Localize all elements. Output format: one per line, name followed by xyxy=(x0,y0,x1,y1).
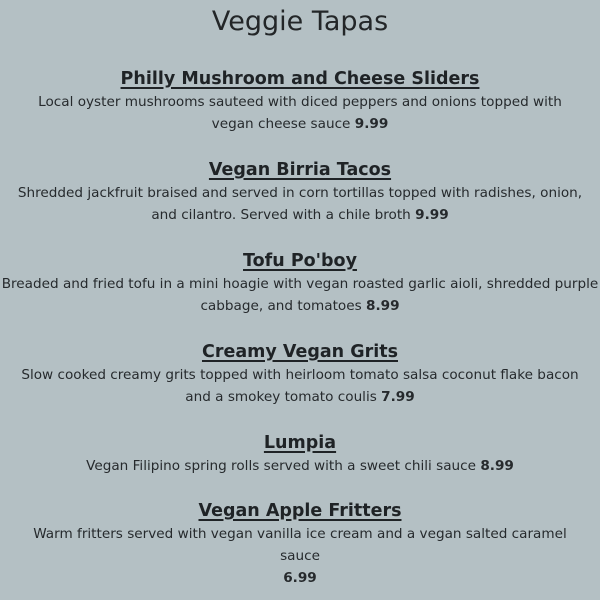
item-price: 8.99 xyxy=(366,298,400,314)
item-name: Philly Mushroom and Cheese Sliders xyxy=(120,69,480,89)
item-price: 6.99 xyxy=(283,570,317,586)
item-description xyxy=(14,364,586,408)
item-name: Creamy Vegan Grits xyxy=(201,342,398,362)
item-name: Lumpia xyxy=(263,433,337,453)
item-name: Vegan Birria Tacos xyxy=(208,160,392,180)
item-name: Tofu Po'boy xyxy=(243,251,357,271)
menu-item xyxy=(0,499,600,589)
menu-title: Veggie Tapas xyxy=(211,6,389,37)
item-description-text: Local oyster mushrooms sauteed with diced peppers and onions topped with vegan cheese sauce xyxy=(38,94,562,132)
item-price: 7.99 xyxy=(381,389,415,405)
item-price: 8.99 xyxy=(480,458,514,474)
item-description xyxy=(12,523,589,567)
item-description xyxy=(14,455,586,477)
menu-item xyxy=(0,158,600,226)
item-price: 9.99 xyxy=(415,207,449,223)
item-description xyxy=(0,273,600,317)
item-price-line xyxy=(14,567,586,589)
item-name: Vegan Apple Fritters xyxy=(198,501,402,521)
item-description-text: Shredded jackfruit braised and served in corn tortillas topped with radishes, onion, and cilantro. Served with a chile broth xyxy=(17,185,583,223)
item-description-text: Warm fritters served with vegan vanilla ice cream and a vegan salted caramel sauce xyxy=(33,526,567,564)
item-price: 9.99 xyxy=(354,116,389,132)
menu-item xyxy=(0,340,600,408)
menu-item xyxy=(0,67,600,135)
item-description-text: Breaded and fried tofu in a mini hoagie with vegan roasted garlic aioli, shredded purple cabbage, and tomatoes xyxy=(1,276,599,314)
menu-item xyxy=(0,249,600,317)
menu-item xyxy=(0,431,600,477)
item-description xyxy=(4,182,596,226)
item-description-text: Slow cooked creamy grits topped with heirloom tomato salsa coconut flake bacon and a smokey tomato coulis xyxy=(21,367,579,405)
item-description xyxy=(14,91,586,135)
item-description-text: Vegan Filipino spring rolls served with a sweet chili sauce xyxy=(86,458,477,474)
